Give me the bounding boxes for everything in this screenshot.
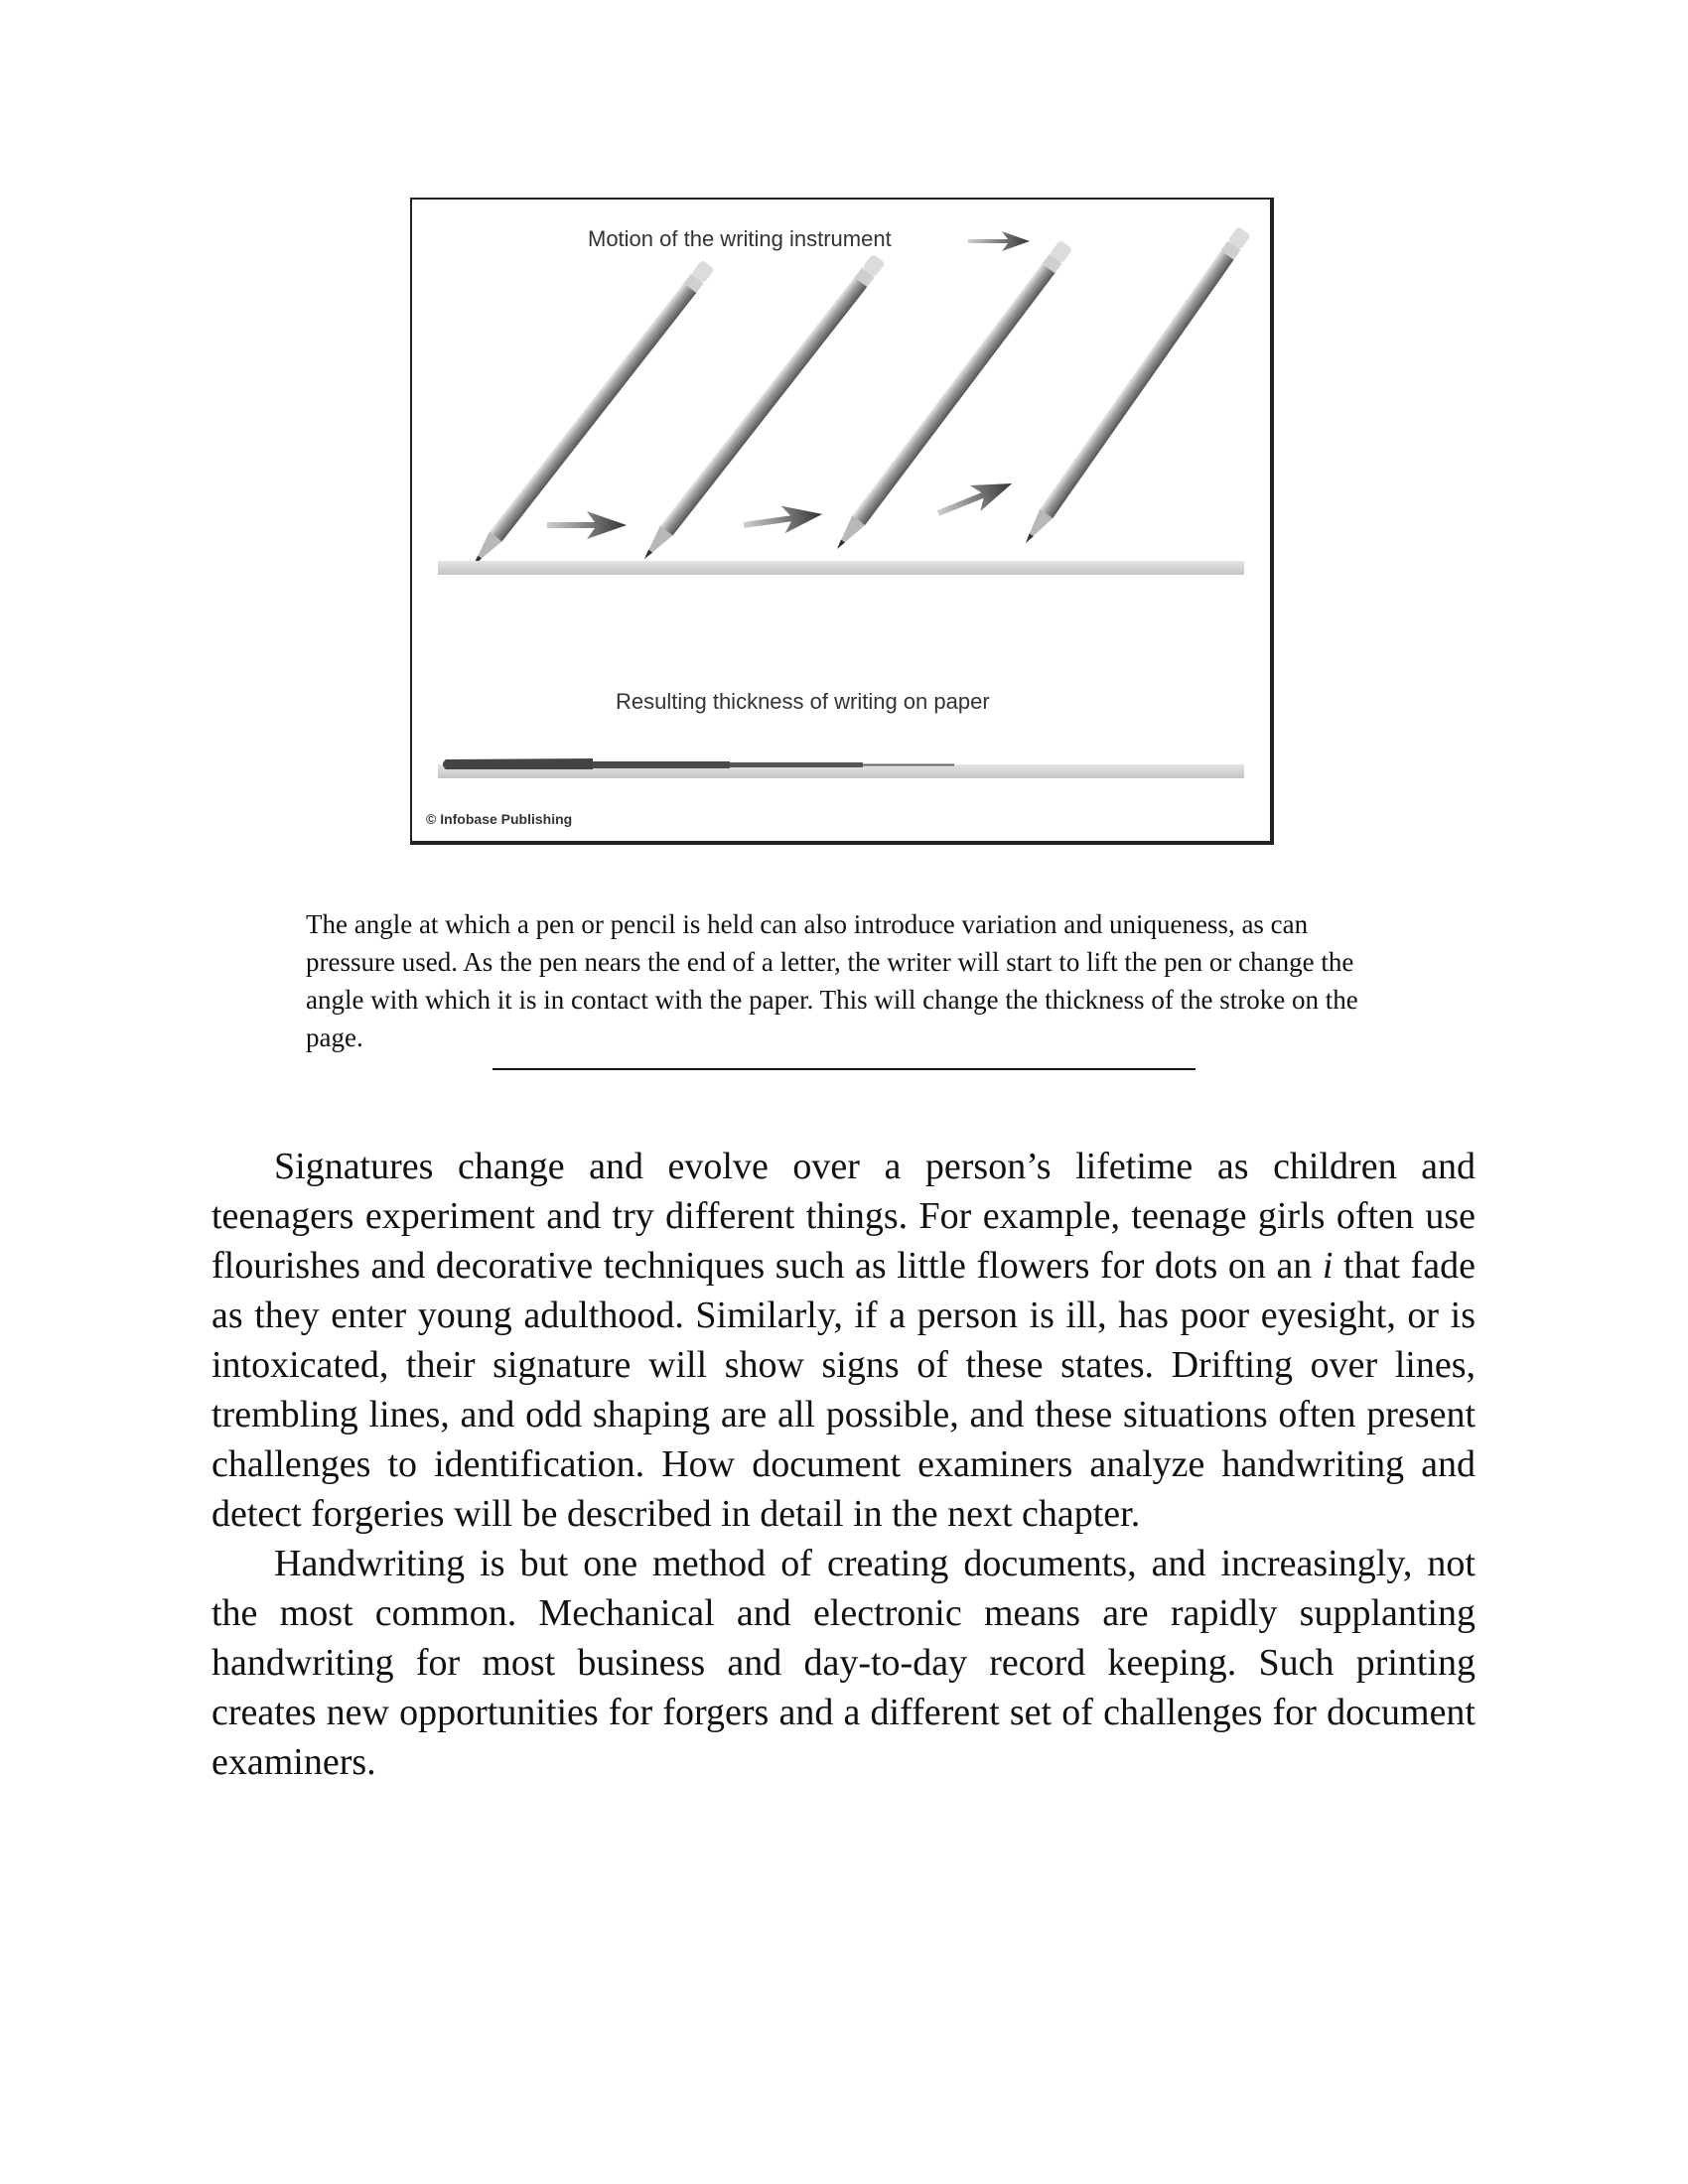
- result-label: Resulting thickness of writing on paper: [616, 689, 990, 714]
- pencil-icon: [1019, 226, 1250, 548]
- italic-letter: i: [1322, 1245, 1334, 1287]
- arrow-right-icon: [968, 231, 1030, 251]
- figure-illustration: [412, 200, 1272, 843]
- body-text: [211, 1142, 1476, 1787]
- paragraph-text: that fade as they enter young adulthood. Similarly, if a person is ill, has poor eyesight, or is intoxicated, their signature will show signs of these states. Drifting over lines, trembling lines, and odd shaping are all possible, and these situations often present challenges to identification. How document examiners analyze handwriting and detect forgeries will be described in detail in the next chapter.: [211, 1245, 1476, 1535]
- arrow-right-icon: [742, 500, 824, 539]
- arrow-right-icon: [933, 471, 1018, 526]
- paragraph: [211, 1142, 1476, 1539]
- motion-label: Motion of the writing instrument: [588, 226, 892, 251]
- caption-divider: [492, 1068, 1196, 1070]
- paper-surface: [438, 561, 1244, 575]
- figure-caption: The angle at which a pen or pencil is held can also introduce variation and uniqueness, as can pressure used. As the pen nears the end of a letter, the writer will start to lift the pen or change the angle with which it is in contact with the paper. This will change the thickness of the stroke on the page.: [306, 909, 1358, 1052]
- figure-pencil-angle: [410, 198, 1274, 845]
- paragraph-text: Signatures change and evolve over a person’s lifetime as children and teenagers experiment and try different things. For example, teenage girls often use flourishes and decorative techniques such as little flowers for dots on an: [211, 1146, 1476, 1287]
- paragraph: Handwriting is but one method of creating documents, and increasingly, not the most common. Mechanical and electronic means are rapidly supplanting handwriting for most business and day-to-day record keeping. Such printing creates new opportunities for forgers and a different set of challenges for document examiners.: [211, 1543, 1476, 1783]
- copyright-credit: © Infobase Publishing: [426, 811, 573, 827]
- arrow-right-icon: [547, 511, 627, 539]
